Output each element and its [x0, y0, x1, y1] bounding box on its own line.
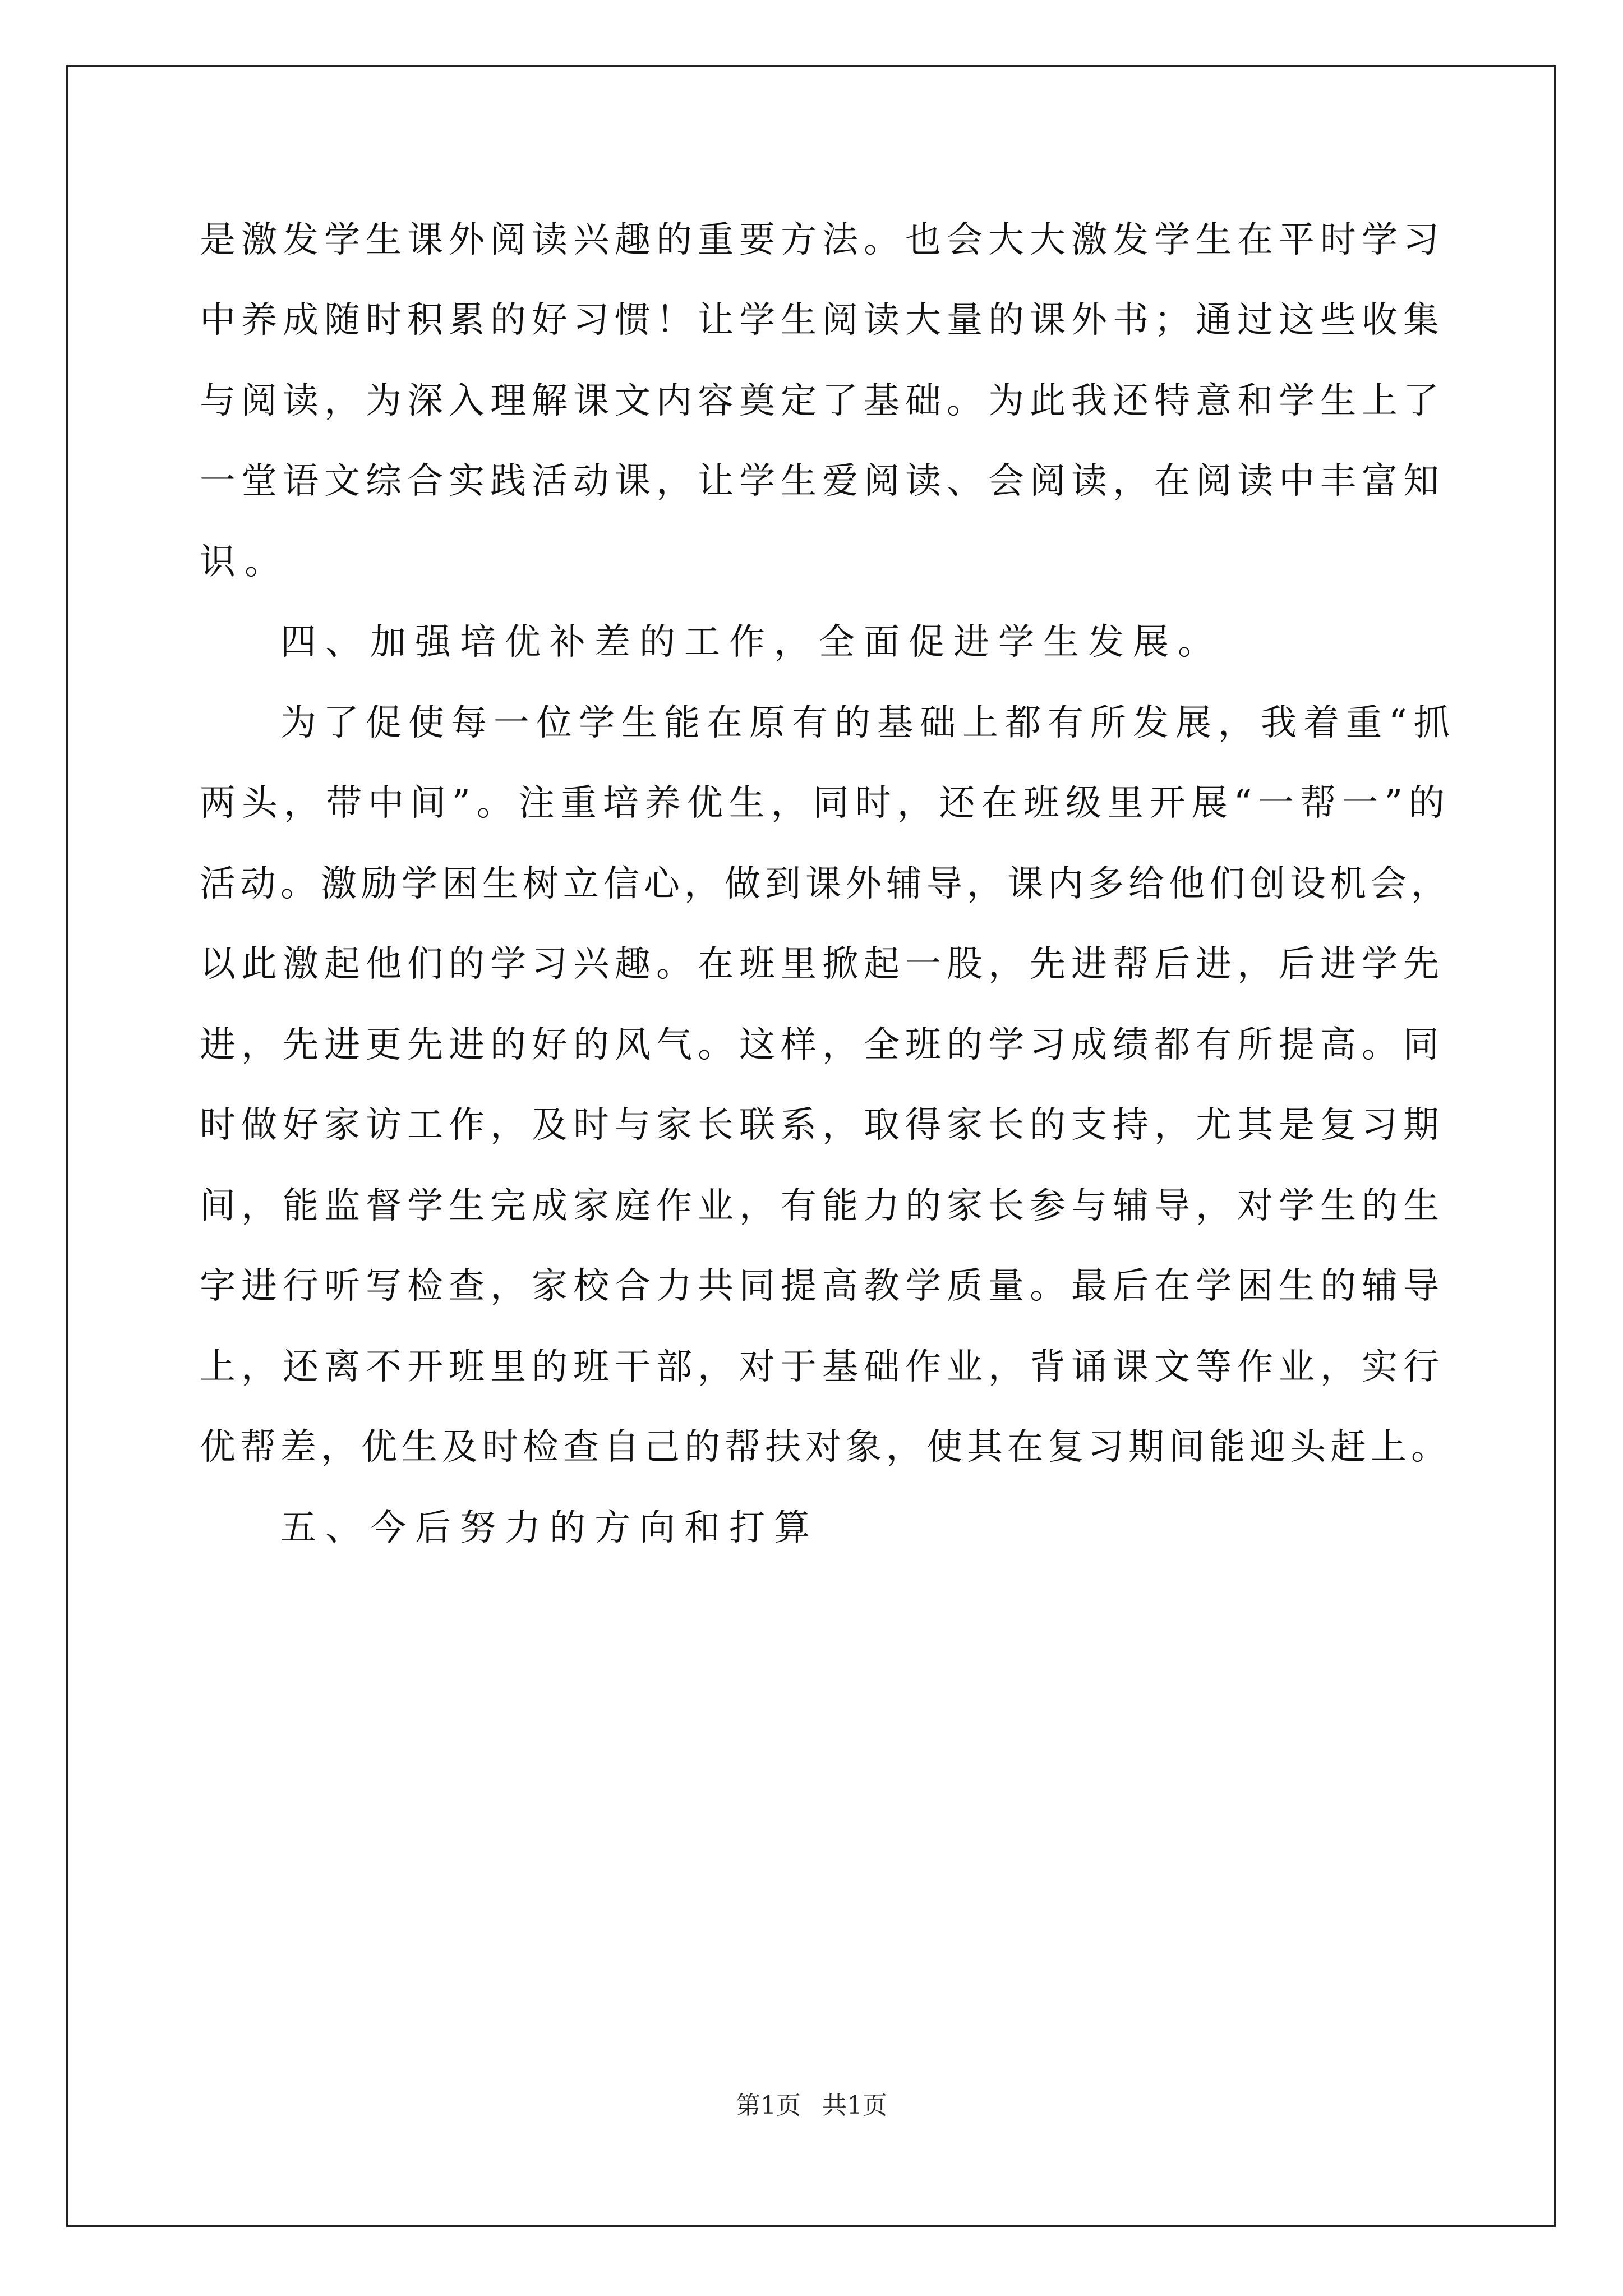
body-text-line: 上，还离不开班里的班干部，对于基础作业，背诵课文等作业，实行 [200, 1346, 1445, 1388]
body-text-line: 时做好家访工作，及时与家长联系，取得家长的支持，尤其是复习期 [200, 1105, 1445, 1146]
section-heading: 四、加强培优补差的工作，全面促进学生发展。 [280, 622, 1223, 663]
body-text-line: 识。 [200, 541, 289, 583]
body-text-line: 两头，带中间”。注重培养优生，同时，还在班级里开展“一帮一”的 [200, 783, 1451, 824]
body-text-line: 进，先进更先进的好的风气。这样，全班的学习成绩都有所提高。同 [200, 1024, 1445, 1066]
body-text-line: 是激发学生课外阅读兴趣的重要方法。也会大大激发学生在平时学习 [200, 219, 1445, 261]
page-number: 第1页 [736, 2091, 801, 2120]
body-text-line: 优帮差，优生及时检查自己的帮扶对象，使其在复习期间能迎头赶上。 [200, 1427, 1451, 1468]
section-heading: 五、今后努力的方向和打算 [280, 1507, 819, 1549]
page-total: 共1页 [822, 2091, 887, 2120]
body-text-line: 与阅读，为深入理解课文内容奠定了基础。为此我还特意和学生上了 [200, 380, 1445, 422]
body-text-line: 字进行听写检查，家校合力共同提高教学质量。最后在学困生的辅导 [200, 1266, 1445, 1307]
page-footer [0, 2090, 1623, 2122]
body-text-line: 活动。激励学困生树立信心，做到课外辅导，课内多给他们创设机会， [200, 863, 1451, 905]
body-text-line: 为了促使每一位学生能在原有的基础上都有所发展，我着重“抓 [280, 702, 1456, 744]
body-text-line: 以此激起他们的学习兴趣。在班里掀起一股，先进帮后进，后进学先 [200, 944, 1445, 985]
body-text-line: 一堂语文综合实践活动课，让学生爱阅读、会阅读，在阅读中丰富知 [200, 461, 1445, 502]
body-text-line: 中养成随时积累的好习惯！让学生阅读大量的课外书；通过这些收集 [200, 300, 1445, 341]
body-text-line: 间，能监督学生完成家庭作业，有能力的家长参与辅导，对学生的生 [200, 1185, 1445, 1227]
